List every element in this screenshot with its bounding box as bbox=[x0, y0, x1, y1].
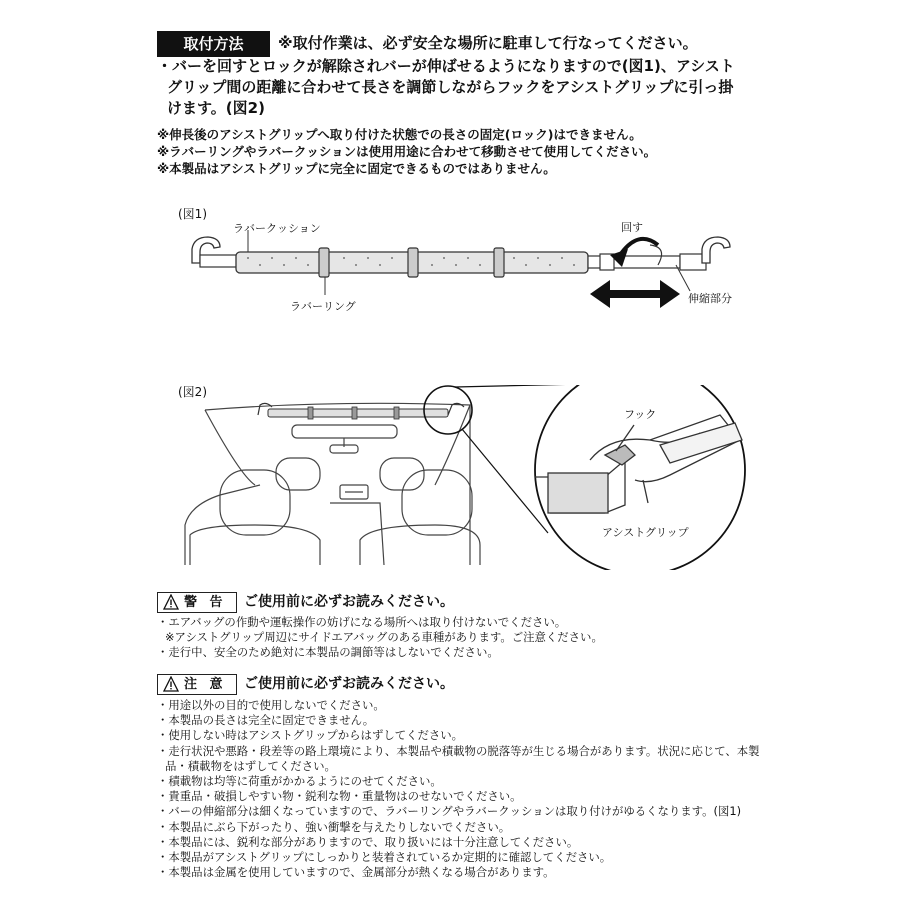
caution-label-box bbox=[157, 674, 237, 695]
rubber-ring bbox=[408, 248, 418, 277]
rubber-cushion-callout: ラバークッション bbox=[233, 222, 321, 235]
warning-list bbox=[157, 615, 757, 661]
rubber-ring bbox=[319, 248, 329, 277]
caution-item: ・用途以外の目的で使用しないでください。 bbox=[157, 698, 385, 712]
rotate-callout: 回す bbox=[621, 221, 643, 234]
installation-instructions bbox=[157, 56, 757, 119]
caution-item: ・バーの伸縮部分は細くなっていますので、ラバーリングやラバークッションは取り付けがゆるくなります。(図1) bbox=[157, 804, 742, 819]
warning-label: 警 告 bbox=[184, 595, 227, 610]
assist-grip-callout: アシストグリップ bbox=[602, 526, 689, 539]
warning-label-box bbox=[157, 592, 237, 613]
figure2-car-interior-illustration bbox=[180, 385, 755, 570]
caution-label: 注 意 bbox=[184, 677, 227, 692]
caution-item: ・積載物は均等に荷重がかかるようにのせてください。 bbox=[157, 774, 442, 789]
note-line: ※ラバーリングやラバークッションは使用用途に合わせて移動させて使用してください。 bbox=[157, 144, 657, 159]
telescopic-part-callout: 伸縮部分 bbox=[688, 292, 732, 305]
figure1-bar-illustration bbox=[180, 225, 740, 315]
caution-item: ・使用しない時はアシストグリップからはずしてください。 bbox=[157, 728, 464, 743]
caution-list bbox=[157, 698, 760, 880]
intro-line: グリップ間の距離に合わせて長さを調節しながらフックをアシストグリップに引っ掛 bbox=[167, 78, 734, 96]
hook-callout: フック bbox=[624, 408, 657, 421]
caution-item: ・貴重品・破損しやすい物・鋭利な物・重量物はのせないでください。 bbox=[157, 789, 522, 804]
warning-triangle-icon bbox=[163, 594, 179, 610]
caution-subtitle: ご使用前に必ずお読みください。 bbox=[244, 676, 454, 692]
section-title-badge: 取付方法 bbox=[157, 31, 270, 57]
warning-item: ※アシストグリップ周辺にサイドエアバッグのある車種があります。ご注意ください。 bbox=[165, 630, 603, 645]
intro-line: けます。(図2) bbox=[167, 99, 265, 117]
warning-item: ・走行中、安全のため絶対に本製品の調節等はしないでください。 bbox=[157, 645, 499, 660]
warning-subtitle: ご使用前に必ずお読みください。 bbox=[244, 594, 454, 610]
note-line: ※伸長後のアシストグリップへ取り付けた状態での長さの固定(ロック)はできません。 bbox=[157, 127, 642, 142]
caution-triangle-icon bbox=[163, 676, 179, 692]
installation-notes bbox=[157, 126, 656, 177]
caution-item: 品・積載物をはずしてください。 bbox=[165, 758, 336, 773]
warning-item: ・エアバッグの作動や運転操作の妨げになる場所へは取り付けないでください。 bbox=[157, 615, 567, 629]
caution-item: ・走行状況や悪路・段差等の路上環境により、本製品や積載物の脱落等が生じる場合があります。状況に応じて、本製 bbox=[157, 743, 760, 758]
caution-item: ・本製品は金属を使用していますので、金属部分が熱くなる場合があります。 bbox=[157, 865, 555, 880]
figure2-label: (図2) bbox=[178, 385, 207, 399]
caution-item: ・本製品の長さは完全に固定できません。 bbox=[157, 713, 375, 728]
intro-line: ・バーを回すとロックが解除されバーが伸ばせるようになりますので(図1)、アシスト bbox=[157, 57, 735, 75]
caution-item: ・本製品には、鋭利な部分がありますので、取り扱いには十分注意してください。 bbox=[157, 834, 579, 849]
rubber-ring-callout: ラバーリング bbox=[290, 300, 356, 313]
note-line: ※本製品はアシストグリップに完全に固定できるものではありません。 bbox=[157, 161, 556, 176]
safety-parking-note: ※取付作業は、必ず安全な場所に駐車して行なってください。 bbox=[278, 34, 698, 52]
caution-item: ・本製品がアシストグリップにしっかりと装着されているか定期的に確認してください。 bbox=[157, 850, 612, 865]
figure1-label: (図1) bbox=[178, 207, 207, 221]
rubber-ring bbox=[494, 248, 504, 277]
caution-item: ・本製品にぶら下がったり、強い衝撃を与えたりしないでください。 bbox=[157, 819, 511, 834]
